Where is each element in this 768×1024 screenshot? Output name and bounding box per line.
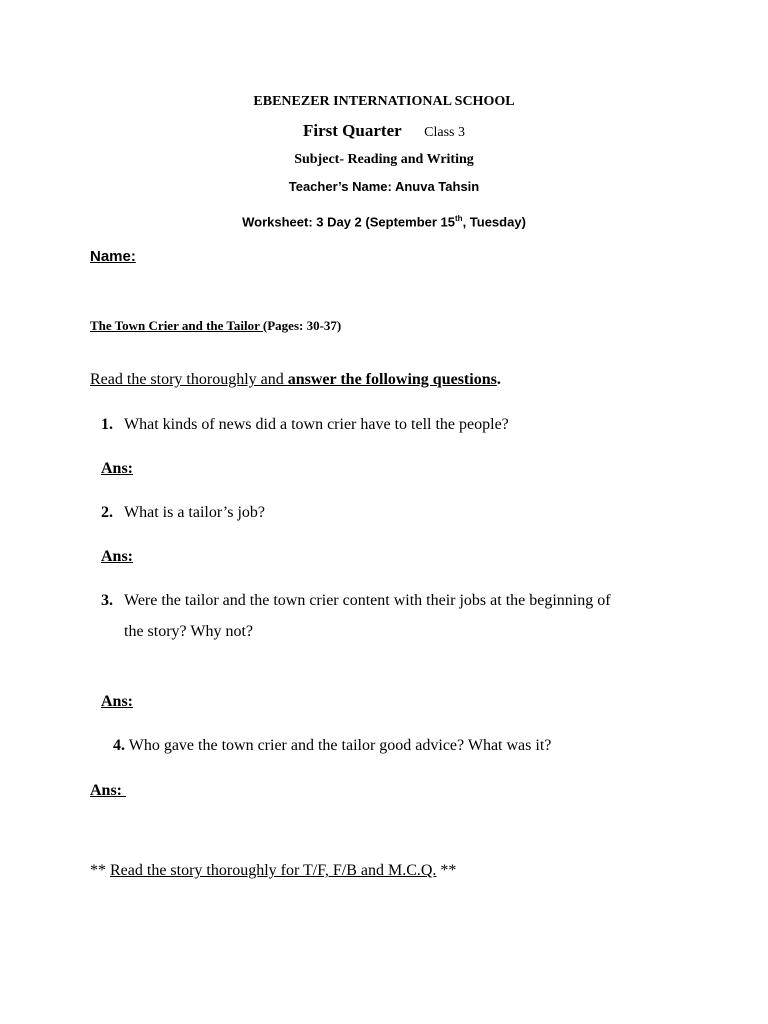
footer-note-text: Read the story thoroughly for T/F, F/B and M.C.Q. [110,862,437,879]
answer-label-2: Ans: [101,548,134,565]
instruction-part1: Read the story thoroughly and [90,371,288,388]
question-number: 4. [113,737,125,754]
question-text: Were the tailor and the town crier content with their jobs at the beginning of [124,592,611,609]
class-label: Class 3 [424,125,465,140]
worksheet-line [0,214,768,229]
question-number: 1. [101,416,113,433]
question-3 [101,592,113,610]
story-pages: (Pages: 30-37) [262,318,342,333]
instruction-period: . [496,371,501,388]
quarter-label: First Quarter [303,121,402,140]
stars-close: ** [436,862,457,879]
worksheet-sup: th [455,214,463,223]
teacher-line: Teacher’s Name: Anuva Tahsin [288,179,480,194]
school-name: EBENEZER INTERNATIONAL SCHOOL [253,94,515,109]
question-1 [101,416,113,434]
answer-label-4: Ans: [90,782,127,799]
question-number: 2. [101,504,113,521]
question-text: Who gave the town crier and the tailor good advice? What was it? [125,737,552,754]
instruction [90,371,501,389]
subject-line: Subject- Reading and Writing [294,152,474,167]
story-title: The Town Crier and the Tailor [90,318,263,333]
stars-open: ** [90,862,110,879]
answer-label-3: Ans: [101,693,134,710]
answer-label-1: Ans: [101,460,134,477]
instruction-part2: answer the following questions [287,371,497,388]
footer-note [90,862,456,880]
question-2 [101,504,113,522]
question-4 [113,737,551,755]
name-label: Name: [90,248,136,265]
question-text: What kinds of news did a town crier have to tell the people? [124,416,509,433]
question-text: What is a tailor’s job? [124,504,265,521]
story-heading [90,318,341,334]
question-text-continued: the story? Why not? [124,623,254,640]
question-number: 3. [101,592,113,609]
quarter-line [0,121,768,141]
worksheet-prefix: Worksheet: 3 Day 2 (September 15 [242,214,455,230]
worksheet-suffix: , Tuesday) [462,214,526,230]
